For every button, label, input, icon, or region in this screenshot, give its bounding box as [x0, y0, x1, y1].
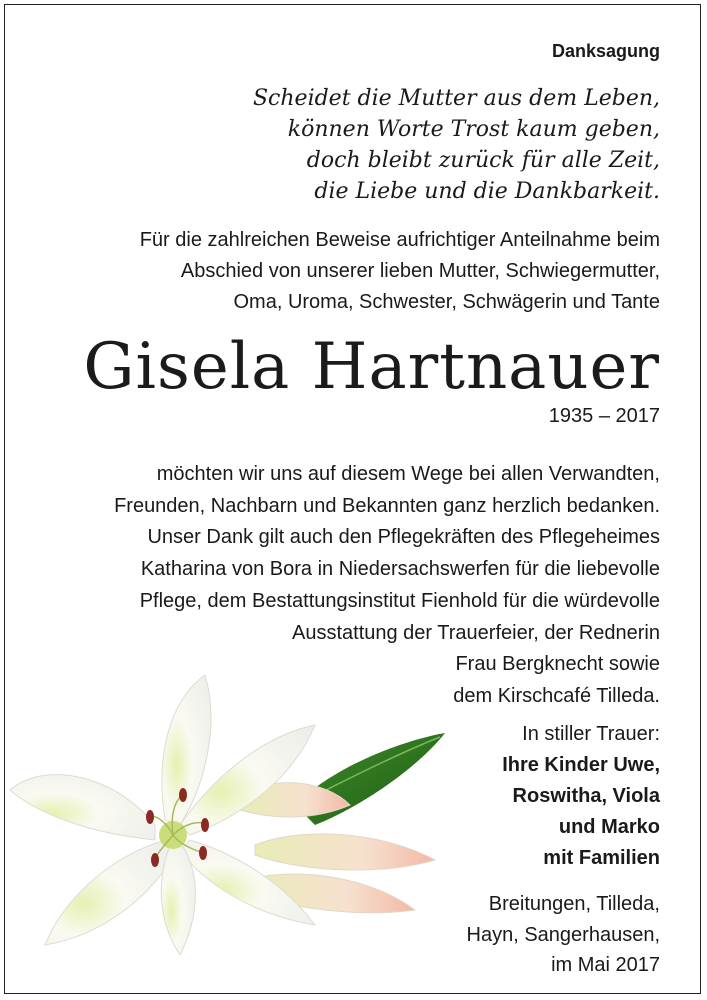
intro-line: Für die zahlreichen Beweise aufrichtiger Anteilnahme beim [139, 229, 660, 251]
signature-block [502, 719, 660, 874]
place-line: im Mai 2017 [551, 954, 660, 977]
signature-name: Ihre Kinder Uwe, [502, 754, 660, 776]
poem-line: können Worte Trost kaum geben, [287, 117, 660, 142]
poem-line: Scheidet die Mutter aus dem Leben, [252, 86, 660, 111]
intro-line: Abschied von unserer lieben Mutter, Schwiegermutter, [180, 260, 660, 282]
thanks-line: Frau Bergknecht sowie [455, 653, 660, 676]
place-line: Breitungen, Tilleda, [488, 893, 660, 915]
thanks-line: dem Kirschcafé Tilleda. [453, 684, 660, 707]
life-years: 1935 – 2017 [548, 405, 660, 427]
thanks-line: Katharina von Bora in Niedersachswerfen für die liebevolle [140, 558, 660, 581]
intro-line: Oma, Uroma, Schwester, Schwägerin und Tante [233, 291, 660, 313]
poem-line: doch bleibt zurück für alle Zeit, [306, 148, 660, 173]
place-line: Hayn, Sangerhausen, [466, 923, 660, 946]
thanks-line: Freunden, Nachbarn und Bekannten ganz herzlich bedanken. [114, 494, 660, 517]
thanks-line: möchten wir uns auf diesem Wege bei allen Verwandten, [156, 463, 660, 485]
signature-name: und Marko [558, 816, 660, 838]
lily-flower-image [5, 655, 455, 955]
thanks-line: Ausstattung der Trauerfeier, der Rednerin [292, 621, 660, 644]
heading: Danksagung [551, 41, 660, 61]
signature-name: mit Familien [543, 847, 660, 869]
thanks-line: Unser Dank gilt auch den Pflegekräften des Pflegeheimes [147, 526, 660, 549]
intro-text [140, 225, 660, 318]
thanks-line: Pflege, dem Bestattungsinstitut Fienhold für die würdevolle [139, 589, 660, 612]
signature-name: Roswitha, Viola [512, 785, 660, 807]
deceased-name: Gisela Hartnauer [83, 330, 660, 404]
poem [253, 83, 660, 207]
place-date [467, 889, 660, 981]
obituary-card [4, 4, 701, 994]
poem-line: die Liebe und die Dankbarkeit. [314, 179, 660, 204]
signature-intro: In stiller Trauer: [522, 723, 660, 745]
